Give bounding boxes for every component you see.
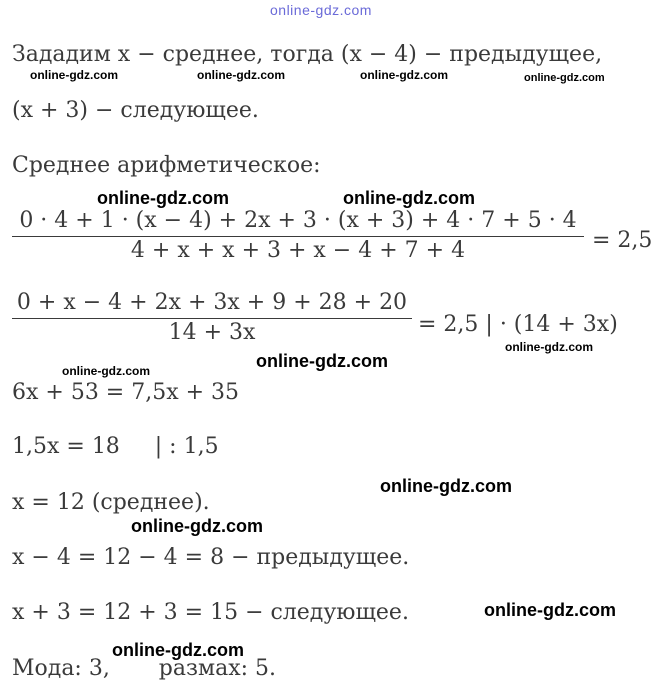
watermark: online-gdz.com xyxy=(524,72,605,84)
watermark: online-gdz.com xyxy=(197,68,285,82)
fraction-bar xyxy=(12,318,412,319)
result-next-line: x + 3 = 12 + 3 = 15 − следующее. xyxy=(12,600,409,625)
text-line-definition: Зададим x − среднее, тогда (x − 4) − предыдущее, xyxy=(12,42,603,67)
fraction-numerator: 0 · 4 + 1 · (x − 4) + 2x + 3 · (x + 3) + 4 · 7 + 5 · 4 xyxy=(19,208,577,233)
watermark: online-gdz.com xyxy=(62,364,150,378)
watermark: online-gdz.com xyxy=(380,476,512,496)
result-previous-line: x − 4 = 12 − 4 = 8 − предыдущее. xyxy=(12,545,410,570)
fraction-rhs: = 2,5 | · (14 + 3x) xyxy=(418,312,618,337)
equation-line: 6x + 53 = 7,5x + 35 xyxy=(12,380,240,405)
watermark: online-gdz.com xyxy=(30,68,118,82)
watermark: online-gdz.com xyxy=(97,188,229,208)
watermark: online-gdz.com xyxy=(343,188,475,208)
fraction-numerator: 0 + x − 4 + 2x + 3x + 9 + 28 + 20 xyxy=(16,290,408,315)
fraction-bar xyxy=(12,236,584,237)
fraction-simplified-equation xyxy=(12,290,412,346)
text-line-next: (x + 3) − следующее. xyxy=(12,98,259,123)
watermark: online-gdz.com xyxy=(505,340,593,354)
watermark: online-gdz.com xyxy=(360,68,448,82)
fraction-mean-equation xyxy=(12,208,584,264)
result-mode-range-line: Мода: 3, размах: 5. xyxy=(12,656,277,681)
fraction-rhs: = 2,5 xyxy=(592,228,653,253)
result-mean-line: x = 12 (среднее). xyxy=(12,490,210,515)
fraction-denominator: 14 + 3x xyxy=(168,320,256,345)
watermark: online-gdz.com xyxy=(131,516,263,536)
watermark: online-gdz.com xyxy=(256,351,388,371)
watermark: online-gdz.com xyxy=(484,600,616,620)
text-line-mean-heading: Среднее арифметическое: xyxy=(12,153,321,178)
site-watermark-top: online-gdz.com xyxy=(270,2,372,18)
equation-line: 1,5x = 18 | : 1,5 xyxy=(12,434,219,459)
watermark: online-gdz.com xyxy=(112,640,244,660)
fraction-denominator: 4 + x + x + 3 + x − 4 + 7 + 4 xyxy=(130,238,466,263)
